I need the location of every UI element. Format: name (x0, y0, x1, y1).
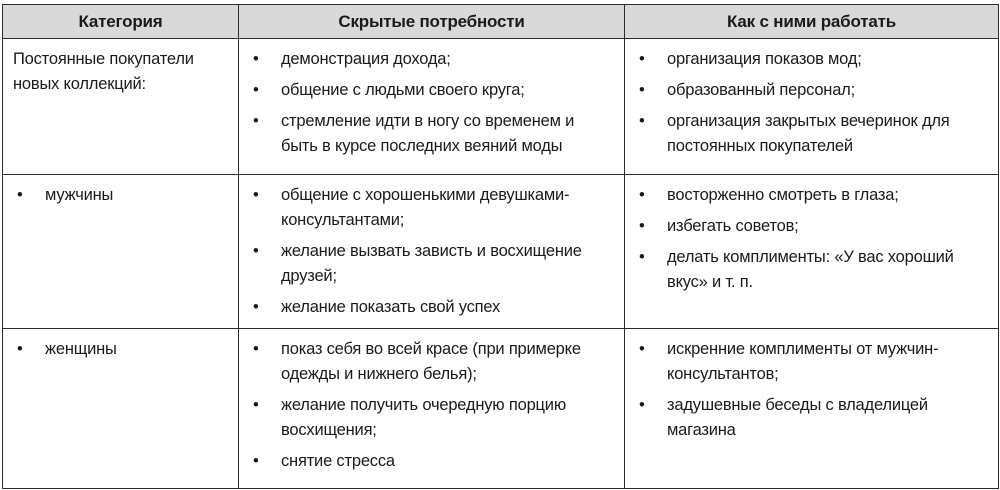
needs-table (2, 4, 999, 489)
needs-cell (239, 39, 625, 175)
list-item: • демонстрация дохода; (249, 47, 614, 72)
list-item: • общение с хорошенькими девушками-консультантами; (249, 183, 614, 233)
list-item: • избегать советов; (635, 214, 988, 239)
list-item: • желание получить очередную порцию восхищения; (249, 393, 614, 443)
table-row (3, 175, 999, 329)
table-row (3, 329, 999, 489)
table-header-row (3, 5, 999, 39)
table-row (3, 39, 999, 175)
list-item: • показ себя во всей красе (при примерке одежды и нижнего белья); (249, 337, 614, 387)
needs-list (249, 47, 614, 159)
needs-list (249, 337, 614, 474)
methods-list (635, 337, 988, 443)
list-item: • образованный персонал; (635, 78, 988, 103)
methods-cell (625, 175, 999, 329)
list-item: • организация показов мод; (635, 47, 988, 72)
category-label: • женщины (13, 337, 228, 362)
category-label: • мужчины (13, 183, 228, 208)
header-how-to-work: Как с ними работать (625, 5, 999, 39)
list-item: • восторженно смотреть в глаза; (635, 183, 988, 208)
list-item: • искренние комплименты от мужчин-консультантов; (635, 337, 988, 387)
list-item: • снятие стресса (249, 449, 614, 474)
header-hidden-needs: Скрытые потребности (239, 5, 625, 39)
header-category: Категория (3, 5, 239, 39)
list-item: • стремление идти в ногу со временем и быть в курсе последних веяний моды (249, 109, 614, 159)
category-cell (3, 329, 239, 489)
list-item: • делать комплименты: «У вас хороший вкус» и т. п. (635, 245, 988, 295)
list-item: • желание вызвать зависть и восхищение друзей; (249, 239, 614, 289)
methods-list (635, 47, 988, 159)
methods-cell (625, 39, 999, 175)
list-item: • общение с людьми своего круга; (249, 78, 614, 103)
needs-cell (239, 329, 625, 489)
category-label: Постоянные покупатели новых коллекций: (13, 50, 194, 93)
methods-cell (625, 329, 999, 489)
category-cell (3, 175, 239, 329)
list-item: • задушевные беседы с владелицей магазина (635, 393, 988, 443)
category-cell (3, 39, 239, 175)
list-item: • организация закрытых вечеринок для постоянных покупателей (635, 109, 988, 159)
methods-list (635, 183, 988, 295)
needs-cell (239, 175, 625, 329)
needs-list (249, 183, 614, 320)
list-item: • желание показать свой успех (249, 295, 614, 320)
